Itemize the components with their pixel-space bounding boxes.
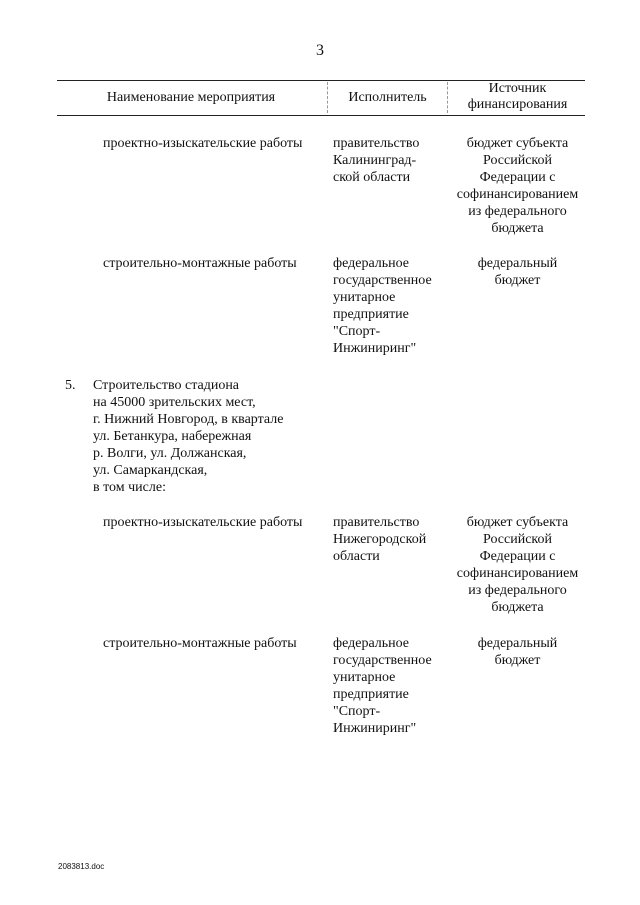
executor-line: предприятие (333, 687, 409, 702)
source-line: Федерации с (479, 170, 556, 185)
executor-line: Нижегородской (333, 532, 427, 547)
source-line: софинансированием (456, 566, 579, 581)
executor-line: "Спорт- (333, 324, 381, 339)
item-title-line: Строительство стадиона (93, 378, 240, 393)
item-title-line: на 45000 зрительских мест, (93, 395, 256, 410)
executor-line: государственное (333, 653, 432, 668)
executor-line: федеральное (333, 636, 410, 651)
source-line: Российской (483, 532, 552, 547)
row-funding-source (449, 255, 586, 289)
table-header-rule (57, 115, 585, 116)
source-line: бюджет (494, 653, 541, 668)
row-funding-source (449, 514, 586, 616)
item-title-line: р. Волги, ул. Должанская, (93, 446, 247, 461)
column-separator (327, 82, 329, 113)
column-separator (447, 82, 449, 113)
row-executor (333, 635, 432, 737)
executor-line: унитарное (333, 670, 396, 685)
executor-line: "Спорт- (333, 704, 381, 719)
page-number: 3 (316, 42, 324, 59)
source-line: бюджет (494, 273, 541, 288)
item-title-line: в том числе: (93, 480, 166, 495)
row-activity-name: проектно-изыскательские работы (103, 515, 303, 530)
source-line: бюджета (491, 600, 544, 615)
header-col-source-line2: финансирования (467, 97, 568, 112)
executor-line: федеральное (333, 256, 410, 271)
header-col-name: Наименование мероприятия (106, 90, 276, 105)
executor-line: предприятие (333, 307, 409, 322)
executor-line: Калининград- (333, 153, 417, 168)
row-activity-name: проектно-изыскательские работы (103, 136, 303, 151)
source-line: из федерального (468, 583, 567, 598)
executor-line: ской области (333, 170, 411, 185)
header-col-source (450, 81, 585, 113)
executor-line: унитарное (333, 290, 396, 305)
row-executor (333, 255, 432, 357)
executor-line: правительство (333, 515, 420, 530)
source-line: Российской (483, 153, 552, 168)
source-line: федеральный (477, 256, 558, 271)
executor-line: Инжиниринг" (333, 721, 417, 736)
executor-line: области (333, 549, 380, 564)
document-filename: 2083813.doc (58, 862, 105, 871)
source-line: софинансированием (456, 187, 579, 202)
row-executor (333, 514, 426, 565)
source-line: бюджета (491, 221, 544, 236)
row-funding-source (449, 135, 586, 237)
source-line: бюджет субъекта (466, 136, 569, 151)
source-line: бюджет субъекта (466, 515, 569, 530)
row-activity-name: строительно-монтажные работы (103, 256, 297, 271)
item-title-line: ул. Бетанкура, набережная (93, 429, 252, 444)
item-title-line: г. Нижний Новгород, в квартале (93, 412, 284, 427)
row-funding-source (449, 635, 586, 669)
executor-line: правительство (333, 136, 420, 151)
item-number: 5. (65, 378, 76, 393)
item-title-line: ул. Самаркандская, (93, 463, 208, 478)
header-col-source-line1: Источник (488, 81, 547, 96)
row-activity-name: строительно-монтажные работы (103, 636, 297, 651)
item-title (93, 377, 283, 496)
source-line: из федерального (468, 204, 567, 219)
executor-line: Инжиниринг" (333, 341, 417, 356)
header-col-executor: Исполнитель (348, 90, 427, 105)
executor-line: государственное (333, 273, 432, 288)
source-line: Федерации с (479, 549, 556, 564)
source-line: федеральный (477, 636, 558, 651)
row-executor (333, 135, 419, 186)
